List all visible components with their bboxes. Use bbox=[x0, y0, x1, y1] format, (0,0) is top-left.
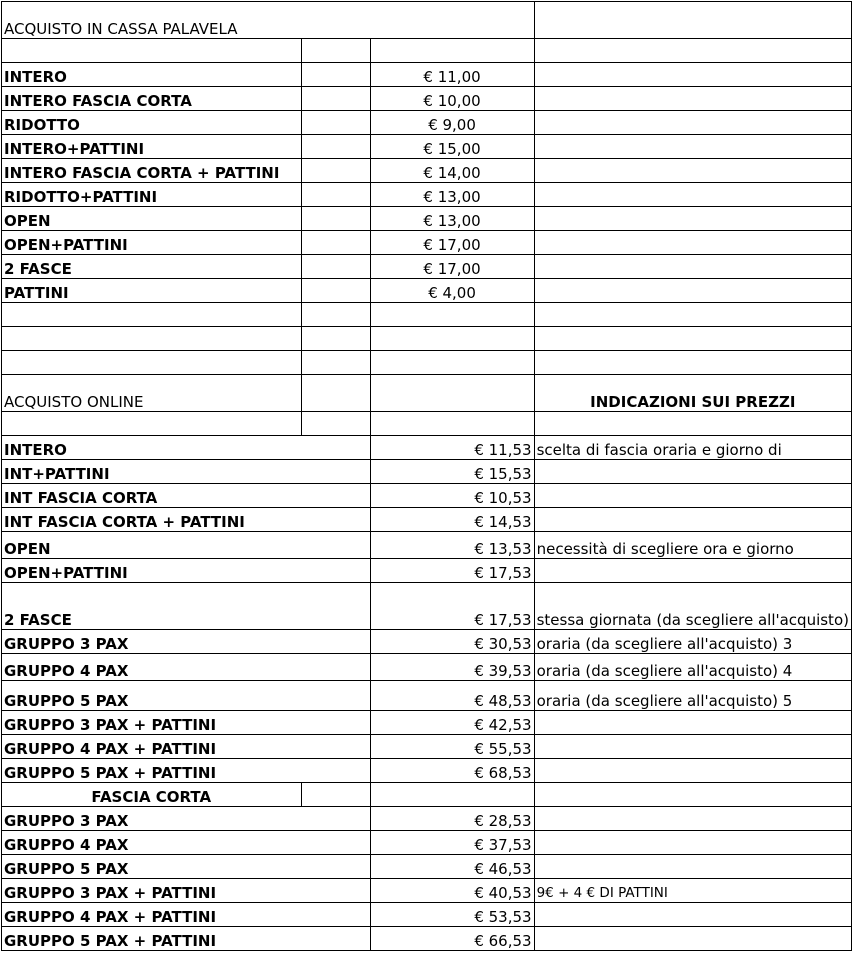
item-note bbox=[534, 831, 851, 855]
item-price: € 42,53 bbox=[370, 711, 534, 735]
item-price: € 13,00 bbox=[370, 183, 534, 207]
item-name: 2 FASCE bbox=[2, 255, 302, 279]
price-spreadsheet bbox=[1, 1, 852, 951]
item-note bbox=[534, 559, 851, 583]
online-title: ACQUISTO ONLINE bbox=[2, 375, 302, 412]
item-name: GRUPPO 4 PAX + PATTINI bbox=[2, 735, 371, 759]
item-price: € 11,00 bbox=[370, 63, 534, 87]
item-price: € 17,53 bbox=[370, 583, 534, 630]
online-row bbox=[2, 855, 852, 879]
online-row bbox=[2, 879, 852, 903]
item-note bbox=[534, 855, 851, 879]
subheader-row bbox=[2, 783, 852, 807]
item-name: RIDOTTO bbox=[2, 111, 302, 135]
cassa-title: ACQUISTO IN CASSA PALAVELA bbox=[2, 2, 535, 39]
online-row bbox=[2, 559, 852, 583]
cassa-row bbox=[2, 111, 852, 135]
item-note bbox=[534, 759, 851, 783]
cassa-row bbox=[2, 87, 852, 111]
online-header-row bbox=[2, 375, 852, 412]
item-name: INT+PATTINI bbox=[2, 460, 371, 484]
online-row bbox=[2, 436, 852, 460]
item-name: INTERO bbox=[2, 63, 302, 87]
item-name: INT FASCIA CORTA + PATTINI bbox=[2, 508, 371, 532]
online-row bbox=[2, 831, 852, 855]
item-name: INTERO+PATTINI bbox=[2, 135, 302, 159]
item-name: OPEN+PATTINI bbox=[2, 559, 371, 583]
item-note bbox=[534, 484, 851, 508]
item-note bbox=[534, 927, 851, 951]
item-note: necessità di scegliere ora e giorno bbox=[534, 532, 851, 559]
item-note: oraria (da scegliere all'acquisto) 5 bbox=[534, 681, 851, 711]
item-price: € 11,53 bbox=[370, 436, 534, 460]
item-price: € 14,00 bbox=[370, 159, 534, 183]
item-price: € 40,53 bbox=[370, 879, 534, 903]
cassa-row bbox=[2, 63, 852, 87]
item-note: stessa giornata (da scegliere all'acquisto) bbox=[534, 583, 851, 630]
blank-row bbox=[2, 351, 852, 375]
item-name: GRUPPO 4 PAX + PATTINI bbox=[2, 903, 371, 927]
item-price: € 17,00 bbox=[370, 255, 534, 279]
item-price: € 46,53 bbox=[370, 855, 534, 879]
cassa-row bbox=[2, 159, 852, 183]
item-name: GRUPPO 3 PAX + PATTINI bbox=[2, 879, 371, 903]
item-name: GRUPPO 3 PAX bbox=[2, 807, 371, 831]
item-note bbox=[534, 903, 851, 927]
item-price: € 15,53 bbox=[370, 460, 534, 484]
online-row bbox=[2, 735, 852, 759]
item-name: RIDOTTO+PATTINI bbox=[2, 183, 302, 207]
item-price: € 10,00 bbox=[370, 87, 534, 111]
item-name: INTERO FASCIA CORTA + PATTINI bbox=[2, 159, 302, 183]
cassa-row bbox=[2, 183, 852, 207]
item-price: € 30,53 bbox=[370, 630, 534, 654]
online-row bbox=[2, 460, 852, 484]
item-name: GRUPPO 5 PAX + PATTINI bbox=[2, 927, 371, 951]
item-name: GRUPPO 4 PAX bbox=[2, 831, 371, 855]
item-price: € 55,53 bbox=[370, 735, 534, 759]
cassa-row bbox=[2, 135, 852, 159]
item-name: INTERO bbox=[2, 436, 371, 460]
cassa-row bbox=[2, 255, 852, 279]
item-name: GRUPPO 5 PAX bbox=[2, 855, 371, 879]
online-row bbox=[2, 654, 852, 681]
blank-row bbox=[2, 412, 852, 436]
blank-row bbox=[2, 303, 852, 327]
online-row bbox=[2, 807, 852, 831]
online-row bbox=[2, 583, 852, 630]
item-note bbox=[534, 807, 851, 831]
item-price: € 10,53 bbox=[370, 484, 534, 508]
item-note bbox=[534, 508, 851, 532]
online-row bbox=[2, 711, 852, 735]
online-row bbox=[2, 681, 852, 711]
item-price: € 4,00 bbox=[370, 279, 534, 303]
notes-header: INDICAZIONI SUI PREZZI bbox=[534, 375, 851, 412]
online-row bbox=[2, 903, 852, 927]
item-name: GRUPPO 3 PAX + PATTINI bbox=[2, 711, 371, 735]
item-name: 2 FASCE bbox=[2, 583, 371, 630]
item-price: € 37,53 bbox=[370, 831, 534, 855]
item-name: GRUPPO 5 PAX + PATTINI bbox=[2, 759, 371, 783]
cassa-row bbox=[2, 279, 852, 303]
item-note bbox=[534, 711, 851, 735]
item-name: INT FASCIA CORTA bbox=[2, 484, 371, 508]
item-note: oraria (da scegliere all'acquisto) 3 bbox=[534, 630, 851, 654]
item-price: € 68,53 bbox=[370, 759, 534, 783]
item-price: € 9,00 bbox=[370, 111, 534, 135]
item-name: OPEN+PATTINI bbox=[2, 231, 302, 255]
online-row bbox=[2, 508, 852, 532]
item-name: OPEN bbox=[2, 532, 371, 559]
cassa-header-row bbox=[2, 2, 852, 39]
fascia-corta-subheader: FASCIA CORTA bbox=[2, 783, 302, 807]
cassa-row bbox=[2, 207, 852, 231]
item-note: 9€ + 4 € DI PATTINI bbox=[534, 879, 851, 903]
item-note bbox=[534, 735, 851, 759]
item-price: € 17,53 bbox=[370, 559, 534, 583]
item-price: € 28,53 bbox=[370, 807, 534, 831]
item-name: GRUPPO 4 PAX bbox=[2, 654, 371, 681]
online-row bbox=[2, 759, 852, 783]
item-price: € 17,00 bbox=[370, 231, 534, 255]
blank-row bbox=[2, 327, 852, 351]
item-name: GRUPPO 3 PAX bbox=[2, 630, 371, 654]
online-row bbox=[2, 927, 852, 951]
blank-row bbox=[2, 39, 852, 63]
item-note: oraria (da scegliere all'acquisto) 4 bbox=[534, 654, 851, 681]
item-name: GRUPPO 5 PAX bbox=[2, 681, 371, 711]
item-note bbox=[534, 460, 851, 484]
item-price: € 13,00 bbox=[370, 207, 534, 231]
online-row bbox=[2, 630, 852, 654]
item-name: PATTINI bbox=[2, 279, 302, 303]
item-name: INTERO FASCIA CORTA bbox=[2, 87, 302, 111]
online-row bbox=[2, 484, 852, 508]
item-name: OPEN bbox=[2, 207, 302, 231]
item-price: € 39,53 bbox=[370, 654, 534, 681]
item-price: € 15,00 bbox=[370, 135, 534, 159]
item-price: € 48,53 bbox=[370, 681, 534, 711]
online-row bbox=[2, 532, 852, 559]
item-price: € 13,53 bbox=[370, 532, 534, 559]
cassa-row bbox=[2, 231, 852, 255]
item-note: scelta di fascia oraria e giorno di bbox=[534, 436, 851, 460]
item-price: € 53,53 bbox=[370, 903, 534, 927]
item-price: € 14,53 bbox=[370, 508, 534, 532]
item-price: € 66,53 bbox=[370, 927, 534, 951]
